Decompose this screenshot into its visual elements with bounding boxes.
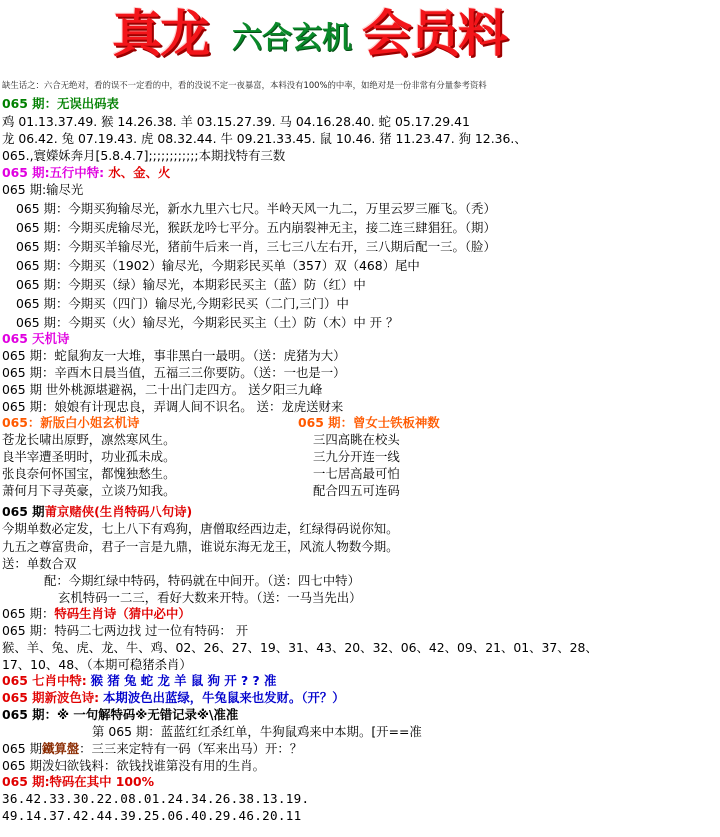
wave-color-label: 065 期新波色诗: bbox=[2, 690, 100, 705]
five-elements-label: 065 期:五行中特: bbox=[2, 165, 109, 180]
list-item: 065 期：娘娘有计现忠良，弄调人间不识名。 送：龙虎送财来 bbox=[2, 399, 344, 414]
abacus-title: 鐵算盤 bbox=[41, 741, 80, 756]
blue-green-line: 第 065 期：蓝蓝红红杀红单，牛狗鼠鸡来中本期。[开==准 bbox=[92, 724, 422, 739]
section-title-heaven-poem: 065 天机诗 bbox=[2, 331, 70, 346]
wave-color-row bbox=[2, 689, 345, 706]
disclaimer: 缺生话之：六合无绝对，看的误不一定看的中，看的没说不定一夜暴富，本料没有100%的中率，如绝对是一份非常有分量参考资料 bbox=[2, 80, 487, 90]
list-item: 065 期：蛇鼠狗友一大堆，事非黑白一最明。（送：虎猪为大） bbox=[2, 348, 346, 363]
list-item: 065 期：辛酉木日晨当值，五福三三你要防。（送：一也是一） bbox=[2, 365, 346, 380]
abacus-value: ：三三来定特有一码（军来出马）开：？ bbox=[79, 741, 303, 756]
code-table-note: 065.,寰嬫姀奔月[5.8.4.7];;;;;;;;;;;;本期找特有三数 bbox=[2, 148, 286, 163]
title-left: 真龙 bbox=[112, 4, 208, 63]
poem-line: 张良奈何怀国宝，都愧独愁生。 bbox=[2, 466, 176, 481]
list-item: 065 期：今期买虎输尽光，猴跃龙吟七平分。五内崩裂神无主，接二连三肆猖狂。（期） bbox=[16, 220, 496, 235]
iron-board-line: 配合四五可连码 bbox=[313, 483, 400, 498]
zodiac-title: 特码生肖诗（猜中必中） bbox=[54, 606, 191, 621]
zodiac-numbers: 17、10、48、（本期可稳猪杀肖） bbox=[2, 657, 192, 672]
special-code-row: 36.42.33.30.22.08.01.24.34.26.38.13.19. bbox=[2, 791, 310, 806]
title-mid: 六合玄机 bbox=[232, 21, 352, 56]
section-title-zodiac-poem bbox=[2, 605, 191, 622]
zodiac-numbers: 猴、羊、兔、虎、龙、牛、鸡、02、26、27、19、31、43、20、32、06、42、09、21、01、37、28、 bbox=[2, 640, 598, 655]
zodiac-line: 065 期：特码二七两边找 过一位有特码： 开 bbox=[2, 623, 249, 638]
code-table-row: 龙 06.42. 兔 07.19.43. 虎 08.32.44. 牛 09.21.33.45. 鼠 10.46. 猪 11.23.47. 狗 12.36.、 bbox=[2, 131, 527, 146]
poem-line: 配：今期红绿中特码，特码就在中间开。（送：四七中特） bbox=[44, 573, 360, 588]
iron-board-line: 三四高眺在校头 bbox=[313, 432, 400, 447]
poem-line: 送：单数合双 bbox=[2, 556, 77, 571]
seven-zodiac-value: 猴 猪 兔 蛇 龙 羊 鼠 狗 开 ? ? 准 bbox=[90, 673, 277, 688]
shrew-money-line: 065 期泼妇欲钱料：欲钱找谁第没有用的生肖。 bbox=[2, 758, 266, 773]
seven-zodiac-label: 065 七肖中特: bbox=[2, 673, 87, 688]
poem-line: 玄机特码一二三，看好大数来开特。（送：一马当先出） bbox=[58, 590, 362, 605]
abacus-row bbox=[2, 740, 302, 757]
section-title-special-code: 065 期:特码在其中 100% bbox=[2, 774, 155, 789]
one-sentence-line: 065 期：※ 一句解特码※无错记录※\准准 bbox=[2, 707, 239, 722]
gambler-prefix: 065 期 bbox=[2, 504, 45, 519]
abacus-prefix: 065 期 bbox=[2, 741, 42, 756]
gambler-title: 莆京赌侠(生肖特码八句诗) bbox=[44, 504, 193, 519]
section-title-iron-board: 065 期：曾女士铁板神数 bbox=[298, 415, 440, 430]
section-title-five-elements bbox=[2, 164, 170, 181]
list-item: 065 期：今期买（火）输尽光，今期彩民买主（土）防（木）中 开 ？ bbox=[16, 315, 399, 330]
poem-line: 萧何月下寻英豪，立谈乃知我。 bbox=[2, 483, 176, 498]
poem-line: 今期单数必定发，七上八下有鸡狗，唐僧取经西边走，红绿得码说你知。 bbox=[2, 521, 399, 536]
code-table-row: 鸡 01.13.37.49. 猴 14.26.38. 羊 03.15.27.39. 马 04.16.28.40. 蛇 05.17.29.41 bbox=[2, 114, 470, 129]
iron-board-line: 三九分开连一线 bbox=[313, 449, 400, 464]
lose-all-head: 065 期:输尽光 bbox=[2, 182, 84, 197]
list-item: 065 期 世外桃源堪避祸，二十出门走四方。 送夕阳三九峰 bbox=[2, 382, 323, 397]
list-item: 065 期：今期买（四门）输尽光,今期彩民买（二门,三门）中 bbox=[16, 296, 349, 311]
poem-line: 苍龙长啸出原野，凛然寒风生。 bbox=[2, 432, 176, 447]
iron-board-line: 一七居高最可怕 bbox=[313, 466, 400, 481]
section-title-gambler-poem bbox=[2, 503, 192, 520]
poem-line: 良半宰遭圣明时，功业孤未成。 bbox=[2, 449, 176, 464]
list-item: 065 期：今期买（1902）输尽光，今期彩民买单（357）双（468）尾中 bbox=[16, 258, 420, 273]
list-item: 065 期：今期买狗输尽光，新水九里六七尺。半岭天风一九二，万里云罗三雁飞。（秃） bbox=[16, 201, 496, 216]
title-right: 会员料 bbox=[362, 4, 506, 63]
section-title-code-table: 065 期：无误出码表 bbox=[2, 96, 119, 111]
section-title-white-lady-poem: 065：新版白小姐玄机诗 bbox=[2, 415, 140, 430]
five-elements-value: 水、金、火 bbox=[108, 165, 171, 180]
header-banner bbox=[0, 0, 720, 76]
poem-line: 九五之尊富贵命，君子一言是九鼎，谁说东海无龙王，风流人物数今期。 bbox=[2, 539, 399, 554]
list-item: 065 期：今期买羊输尽光，猪前牛后来一肖，三七三八左右开，三八期后配一三。（脸） bbox=[16, 239, 496, 254]
zodiac-prefix: 065 期： bbox=[2, 606, 55, 621]
seven-zodiac-row bbox=[2, 672, 276, 689]
list-item: 065 期：今期买（绿）输尽光，本期彩民买主（蓝）防（红）中 bbox=[16, 277, 366, 292]
wave-color-value: 本期波色出蓝绿，牛兔鼠来也发财。（开？） bbox=[103, 690, 345, 705]
special-code-row: 49.14.37.42.44.39.25.06.40.29.46.20.11 bbox=[2, 808, 302, 823]
